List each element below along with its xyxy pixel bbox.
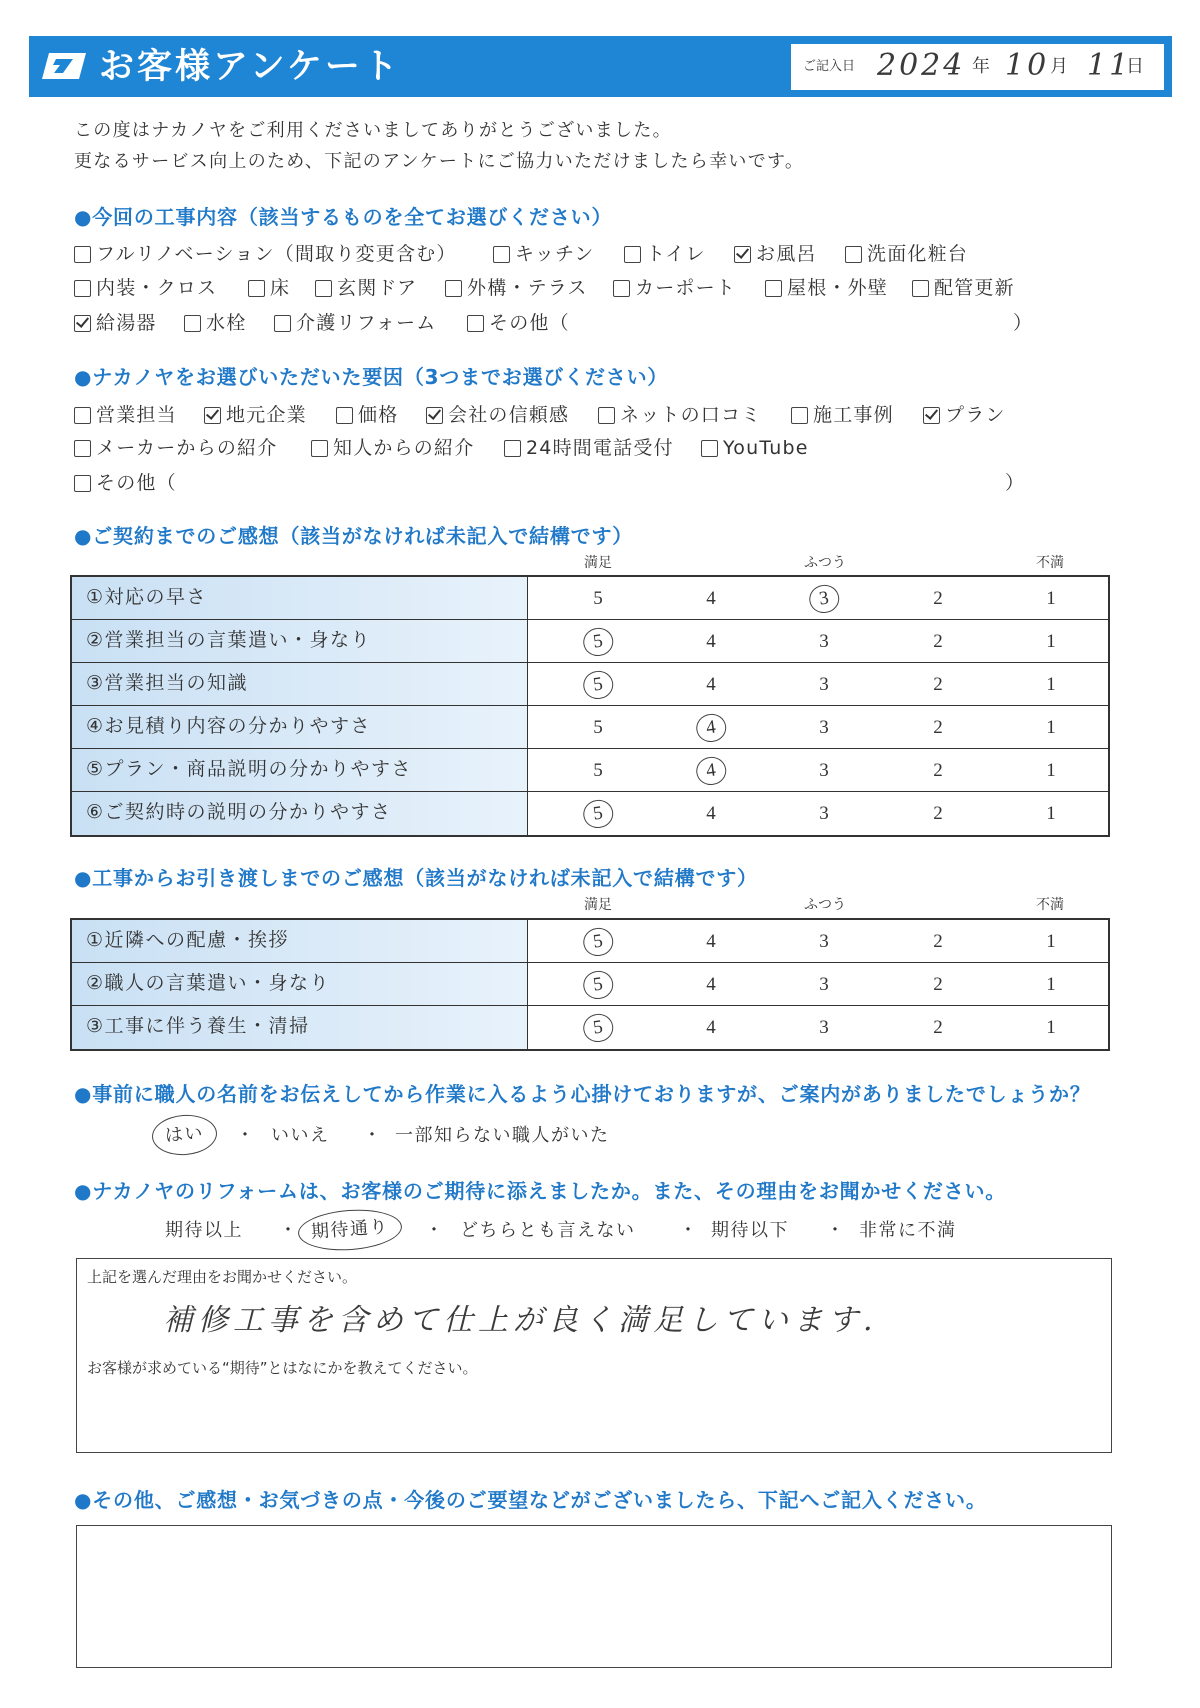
rating-value[interactable]: 1: [1046, 803, 1056, 824]
rating-value[interactable]: 5: [581, 626, 614, 658]
rating-value[interactable]: 2: [933, 803, 943, 824]
checkbox[interactable]: [248, 280, 265, 297]
answer-option[interactable]: どちらとも言えない: [460, 1220, 636, 1241]
scale-label-dissatisfied: 不満: [1036, 897, 1064, 913]
check-mark-icon: [76, 314, 89, 328]
option-separator: ・: [679, 1220, 697, 1241]
rating-item-label: ①近隣への配慮・挨拶: [72, 920, 528, 962]
checkbox-label: 24時間電話受付: [526, 437, 674, 459]
rating-value[interactable]: 5: [581, 798, 614, 830]
rating-value[interactable]: 3: [819, 931, 829, 952]
checkbox[interactable]: [765, 280, 782, 297]
check-mark-icon: [206, 406, 219, 420]
checkbox[interactable]: [336, 407, 353, 424]
selection-reason-option[interactable]: [74, 435, 277, 461]
intro-line: 更なるサービス向上のため、下記のアンケートにご協力いただけましたら幸いです。: [74, 151, 805, 172]
checkbox-label: カーポート: [635, 277, 737, 299]
reason-answer-box[interactable]: [76, 1258, 1112, 1453]
rating-value[interactable]: 4: [706, 588, 716, 609]
checkbox-label: プラン: [945, 404, 1006, 426]
rating-row: [72, 1006, 1108, 1049]
rating-value[interactable]: 3: [819, 760, 829, 781]
checkbox[interactable]: [467, 315, 484, 332]
selection-reason-heading: ●ナカノヤをお選びいただいた要因（3つまでお選びください）: [74, 365, 669, 389]
rating-value[interactable]: 5: [581, 969, 614, 1001]
rating-value[interactable]: 3: [819, 1017, 829, 1038]
rating-value[interactable]: 1: [1046, 717, 1056, 738]
entry-year: 2024: [877, 48, 966, 83]
check-mark-icon: [736, 245, 749, 259]
checkbox[interactable]: [74, 475, 91, 492]
rating-value[interactable]: 5: [593, 760, 603, 781]
checkbox-label: 内装・クロス: [96, 277, 218, 299]
reason-prompt: 上記を選んだ理由をお聞かせください。: [87, 1268, 358, 1286]
expectation-prompt: お客様が求めている“期待”とはなにかを教えてください。: [87, 1359, 478, 1377]
answer-option[interactable]: 期待以下: [711, 1220, 789, 1241]
expectation-heading: ●ナカノヤのリフォームは、お客様のご期待に添えましたか。また、その理由をお聞かせください。: [74, 1179, 1007, 1203]
answer-option[interactable]: 期待通り: [297, 1206, 404, 1253]
rating-value[interactable]: 1: [1046, 974, 1056, 995]
rating-value[interactable]: 2: [933, 760, 943, 781]
work-type-option[interactable]: [493, 241, 594, 267]
selection-reason-option[interactable]: [311, 435, 474, 461]
rating-value[interactable]: 1: [1046, 674, 1056, 695]
checkbox[interactable]: [701, 440, 718, 457]
checkbox-label: 介護リフォーム: [296, 312, 437, 334]
rating-value[interactable]: 4: [706, 974, 716, 995]
checkbox-label: YouTube: [723, 437, 809, 459]
rating-item-label: ①対応の早さ: [72, 577, 528, 619]
checkbox[interactable]: [791, 407, 808, 424]
checkbox[interactable]: [493, 246, 510, 263]
work-type-option[interactable]: [315, 275, 417, 301]
construction-rating-table: [70, 918, 1110, 1051]
selection-reason-option[interactable]: [598, 402, 761, 428]
option-separator: ・: [236, 1125, 254, 1146]
selection-reason-option[interactable]: [336, 402, 398, 428]
rating-value[interactable]: 2: [933, 717, 943, 738]
checkbox-label: お風呂: [756, 243, 817, 265]
checkbox[interactable]: [734, 246, 751, 263]
scale-label-dissatisfied: 不満: [1036, 555, 1064, 571]
checkbox-label: メーカーからの紹介: [96, 437, 278, 459]
rating-row: [72, 749, 1108, 792]
month-unit: 月: [1050, 56, 1068, 77]
rating-value[interactable]: 1: [1046, 931, 1056, 952]
rating-item-label: ⑤プラン・商品説明の分かりやすさ: [72, 749, 528, 791]
rating-item-label: ②営業担当の言葉遣い・身なり: [72, 620, 528, 662]
checkbox-label: 玄関ドア: [337, 277, 418, 299]
rating-item-label: ④お見積り内容の分かりやすさ: [72, 706, 528, 748]
option-separator: ・: [279, 1220, 297, 1241]
rating-value[interactable]: 4: [706, 631, 716, 652]
checkbox[interactable]: [613, 280, 630, 297]
checkbox-label: 知人からの紹介: [333, 437, 475, 459]
contract-impression-heading: ●ご契約までのご感想（該当がなければ未記入で結構です）: [74, 524, 634, 548]
checkbox-label: 価格: [358, 404, 399, 426]
checkbox[interactable]: [504, 440, 521, 457]
checkbox[interactable]: [624, 246, 641, 263]
rating-row: [72, 963, 1108, 1006]
selection-reason-option[interactable]: [74, 470, 177, 496]
rating-value[interactable]: 4: [694, 755, 727, 787]
rating-value[interactable]: 1: [1046, 588, 1056, 609]
entry-month: 10: [1005, 48, 1050, 83]
checkbox[interactable]: [74, 315, 91, 332]
selection-reason-option[interactable]: [504, 435, 674, 461]
checkbox[interactable]: [74, 407, 91, 424]
work-type-option[interactable]: [613, 275, 736, 301]
reason-handwritten-answer: 補修工事を含めて仕上が良く満足しています.: [163, 1303, 878, 1338]
work-type-option[interactable]: [624, 241, 706, 267]
construction-impression-heading: ●工事からお引き渡しまでのご感想（該当がなければ未記入で結構です）: [74, 866, 758, 890]
work-type-heading: ●今回の工事内容（該当するものを全てお選びください）: [74, 205, 613, 229]
answer-option[interactable]: いいえ: [271, 1125, 330, 1146]
checkbox[interactable]: [74, 440, 91, 457]
rating-value[interactable]: 5: [581, 669, 614, 701]
rating-value[interactable]: 3: [819, 631, 829, 652]
rating-value[interactable]: 3: [819, 974, 829, 995]
checkbox-label: 会社の信頼感: [448, 404, 570, 426]
work-type-option[interactable]: [74, 310, 157, 336]
year-unit: 年: [972, 56, 990, 77]
rating-value[interactable]: 4: [706, 1017, 716, 1038]
rating-row: [72, 792, 1108, 835]
work-type-option[interactable]: [912, 275, 1015, 301]
intro-line: この度はナカノヤをご利用くださいましてありがとうございました。: [74, 120, 672, 141]
checkbox[interactable]: [311, 440, 328, 457]
rating-value[interactable]: 2: [933, 1017, 943, 1038]
work-type-option[interactable]: [765, 275, 888, 301]
rating-value[interactable]: 1: [1046, 631, 1056, 652]
checkbox-label: 洗面化粧台: [867, 243, 969, 265]
header-bar: [29, 36, 1172, 97]
rating-value[interactable]: 1: [1046, 1017, 1056, 1038]
checkbox-label: 水栓: [206, 312, 247, 334]
scale-label-satisfied: 満足: [584, 897, 612, 913]
checkbox-label: 外構・テラス: [467, 277, 588, 299]
other-close-paren: ）: [1005, 472, 1025, 494]
rating-value[interactable]: 3: [807, 583, 840, 615]
rating-row: [72, 577, 1108, 620]
checkbox-label: 給湯器: [96, 312, 157, 334]
rating-value[interactable]: 5: [593, 588, 603, 609]
checkbox[interactable]: [184, 315, 201, 332]
check-mark-icon: [925, 406, 938, 420]
work-type-option[interactable]: [445, 275, 588, 301]
nakanoya-logo: [41, 50, 87, 82]
rating-value[interactable]: 3: [819, 803, 829, 824]
rating-value[interactable]: 2: [933, 588, 943, 609]
checkbox[interactable]: [204, 407, 221, 424]
checkbox-label: ネットの口コミ: [620, 404, 762, 426]
work-type-option[interactable]: [274, 310, 436, 336]
entry-date-box[interactable]: [791, 44, 1164, 90]
checkbox[interactable]: [912, 280, 929, 297]
rating-value[interactable]: 4: [706, 931, 716, 952]
scale-label-neutral: ふつう: [804, 555, 846, 571]
rating-value[interactable]: 3: [819, 674, 829, 695]
selection-reason-option[interactable]: [791, 402, 894, 428]
work-type-option[interactable]: [184, 310, 246, 336]
rating-item-label: ③工事に伴う養生・清掃: [72, 1006, 528, 1049]
checkbox-label: 床: [270, 277, 291, 299]
contract-rating-table: [70, 575, 1110, 837]
rating-value[interactable]: 3: [819, 717, 829, 738]
checkbox[interactable]: [598, 407, 615, 424]
work-type-option[interactable]: [248, 275, 290, 301]
work-type-option[interactable]: [467, 310, 570, 336]
rating-row: [72, 620, 1108, 663]
answer-option[interactable]: 非常に不満: [859, 1220, 957, 1241]
work-type-option[interactable]: [74, 275, 217, 301]
rating-value[interactable]: 5: [581, 926, 614, 958]
checkbox-label: トイレ: [646, 243, 706, 265]
checkbox-label: 施工事例: [813, 404, 894, 426]
selection-reason-option[interactable]: [923, 402, 1006, 428]
work-type-option[interactable]: [734, 241, 817, 267]
option-separator: ・: [425, 1220, 443, 1241]
rating-value[interactable]: 4: [706, 674, 716, 695]
check-mark-icon: [428, 406, 441, 420]
rating-item-label: ②職人の言葉遣い・身なり: [72, 963, 528, 1005]
rating-value[interactable]: 5: [581, 1012, 614, 1044]
checkbox[interactable]: [74, 280, 91, 297]
selection-reason-option[interactable]: [204, 402, 307, 428]
craftsman-notice-heading: ●事前に職人の名前をお伝えしてから作業に入るよう心掛けておりますが、ご案内がありましたでしょうか？: [74, 1082, 1091, 1106]
checkbox[interactable]: [445, 280, 462, 297]
rating-value[interactable]: 5: [593, 717, 603, 738]
answer-option[interactable]: はい: [151, 1113, 219, 1157]
entry-day: 11: [1087, 48, 1132, 83]
other-close-paren: ）: [1013, 312, 1033, 334]
checkbox[interactable]: [426, 407, 443, 424]
rating-row: [72, 920, 1108, 963]
rating-value[interactable]: 2: [933, 674, 943, 695]
checkbox-label: フルリノベーション（間取り変更含む）: [96, 243, 457, 265]
checkbox-label: 地元企業: [226, 404, 307, 426]
page-title: お客様アンケート: [99, 47, 401, 87]
checkbox[interactable]: [74, 246, 91, 263]
option-separator: ・: [363, 1125, 381, 1146]
checkbox[interactable]: [315, 280, 332, 297]
selection-reason-option[interactable]: [701, 435, 809, 461]
day-unit: 日: [1126, 56, 1144, 77]
rating-value[interactable]: 2: [933, 931, 943, 952]
answer-option[interactable]: 期待以上: [165, 1220, 243, 1241]
rating-value[interactable]: 2: [933, 974, 943, 995]
checkbox-label: 営業担当: [96, 404, 177, 426]
answer-option[interactable]: 一部知らない職人がいた: [395, 1125, 610, 1146]
work-type-option[interactable]: [74, 241, 457, 267]
checkbox[interactable]: [923, 407, 940, 424]
rating-value[interactable]: 4: [706, 803, 716, 824]
rating-item-label: ③営業担当の知識: [72, 663, 528, 705]
selection-reason-option[interactable]: [74, 402, 177, 428]
checkbox[interactable]: [845, 246, 862, 263]
other-comments-heading: ●その他、ご感想・お気づきの点・今後のご要望などがございましたら、下記へご記入ください。: [74, 1488, 987, 1512]
other-comments-box[interactable]: [76, 1525, 1112, 1668]
checkbox[interactable]: [274, 315, 291, 332]
option-separator: ・: [826, 1220, 844, 1241]
rating-value[interactable]: 1: [1046, 760, 1056, 781]
checkbox-label: 配管更新: [934, 277, 1015, 299]
scale-label-satisfied: 満足: [584, 555, 612, 571]
entry-date-label: ご記入日: [803, 59, 856, 74]
checkbox-label: 屋根・外壁: [787, 277, 889, 299]
selection-reason-option[interactable]: [426, 402, 569, 428]
work-type-option[interactable]: [845, 241, 968, 267]
rating-row: [72, 706, 1108, 749]
rating-value[interactable]: 4: [694, 712, 727, 744]
rating-row: [72, 663, 1108, 706]
rating-value[interactable]: 2: [933, 631, 943, 652]
rating-item-label: ⑥ご契約時の説明の分かりやすさ: [72, 792, 528, 835]
checkbox-label: キッチン: [515, 243, 595, 265]
checkbox-label: その他（: [489, 312, 570, 334]
scale-label-neutral: ふつう: [804, 897, 846, 913]
checkbox-label: その他（: [96, 472, 177, 494]
